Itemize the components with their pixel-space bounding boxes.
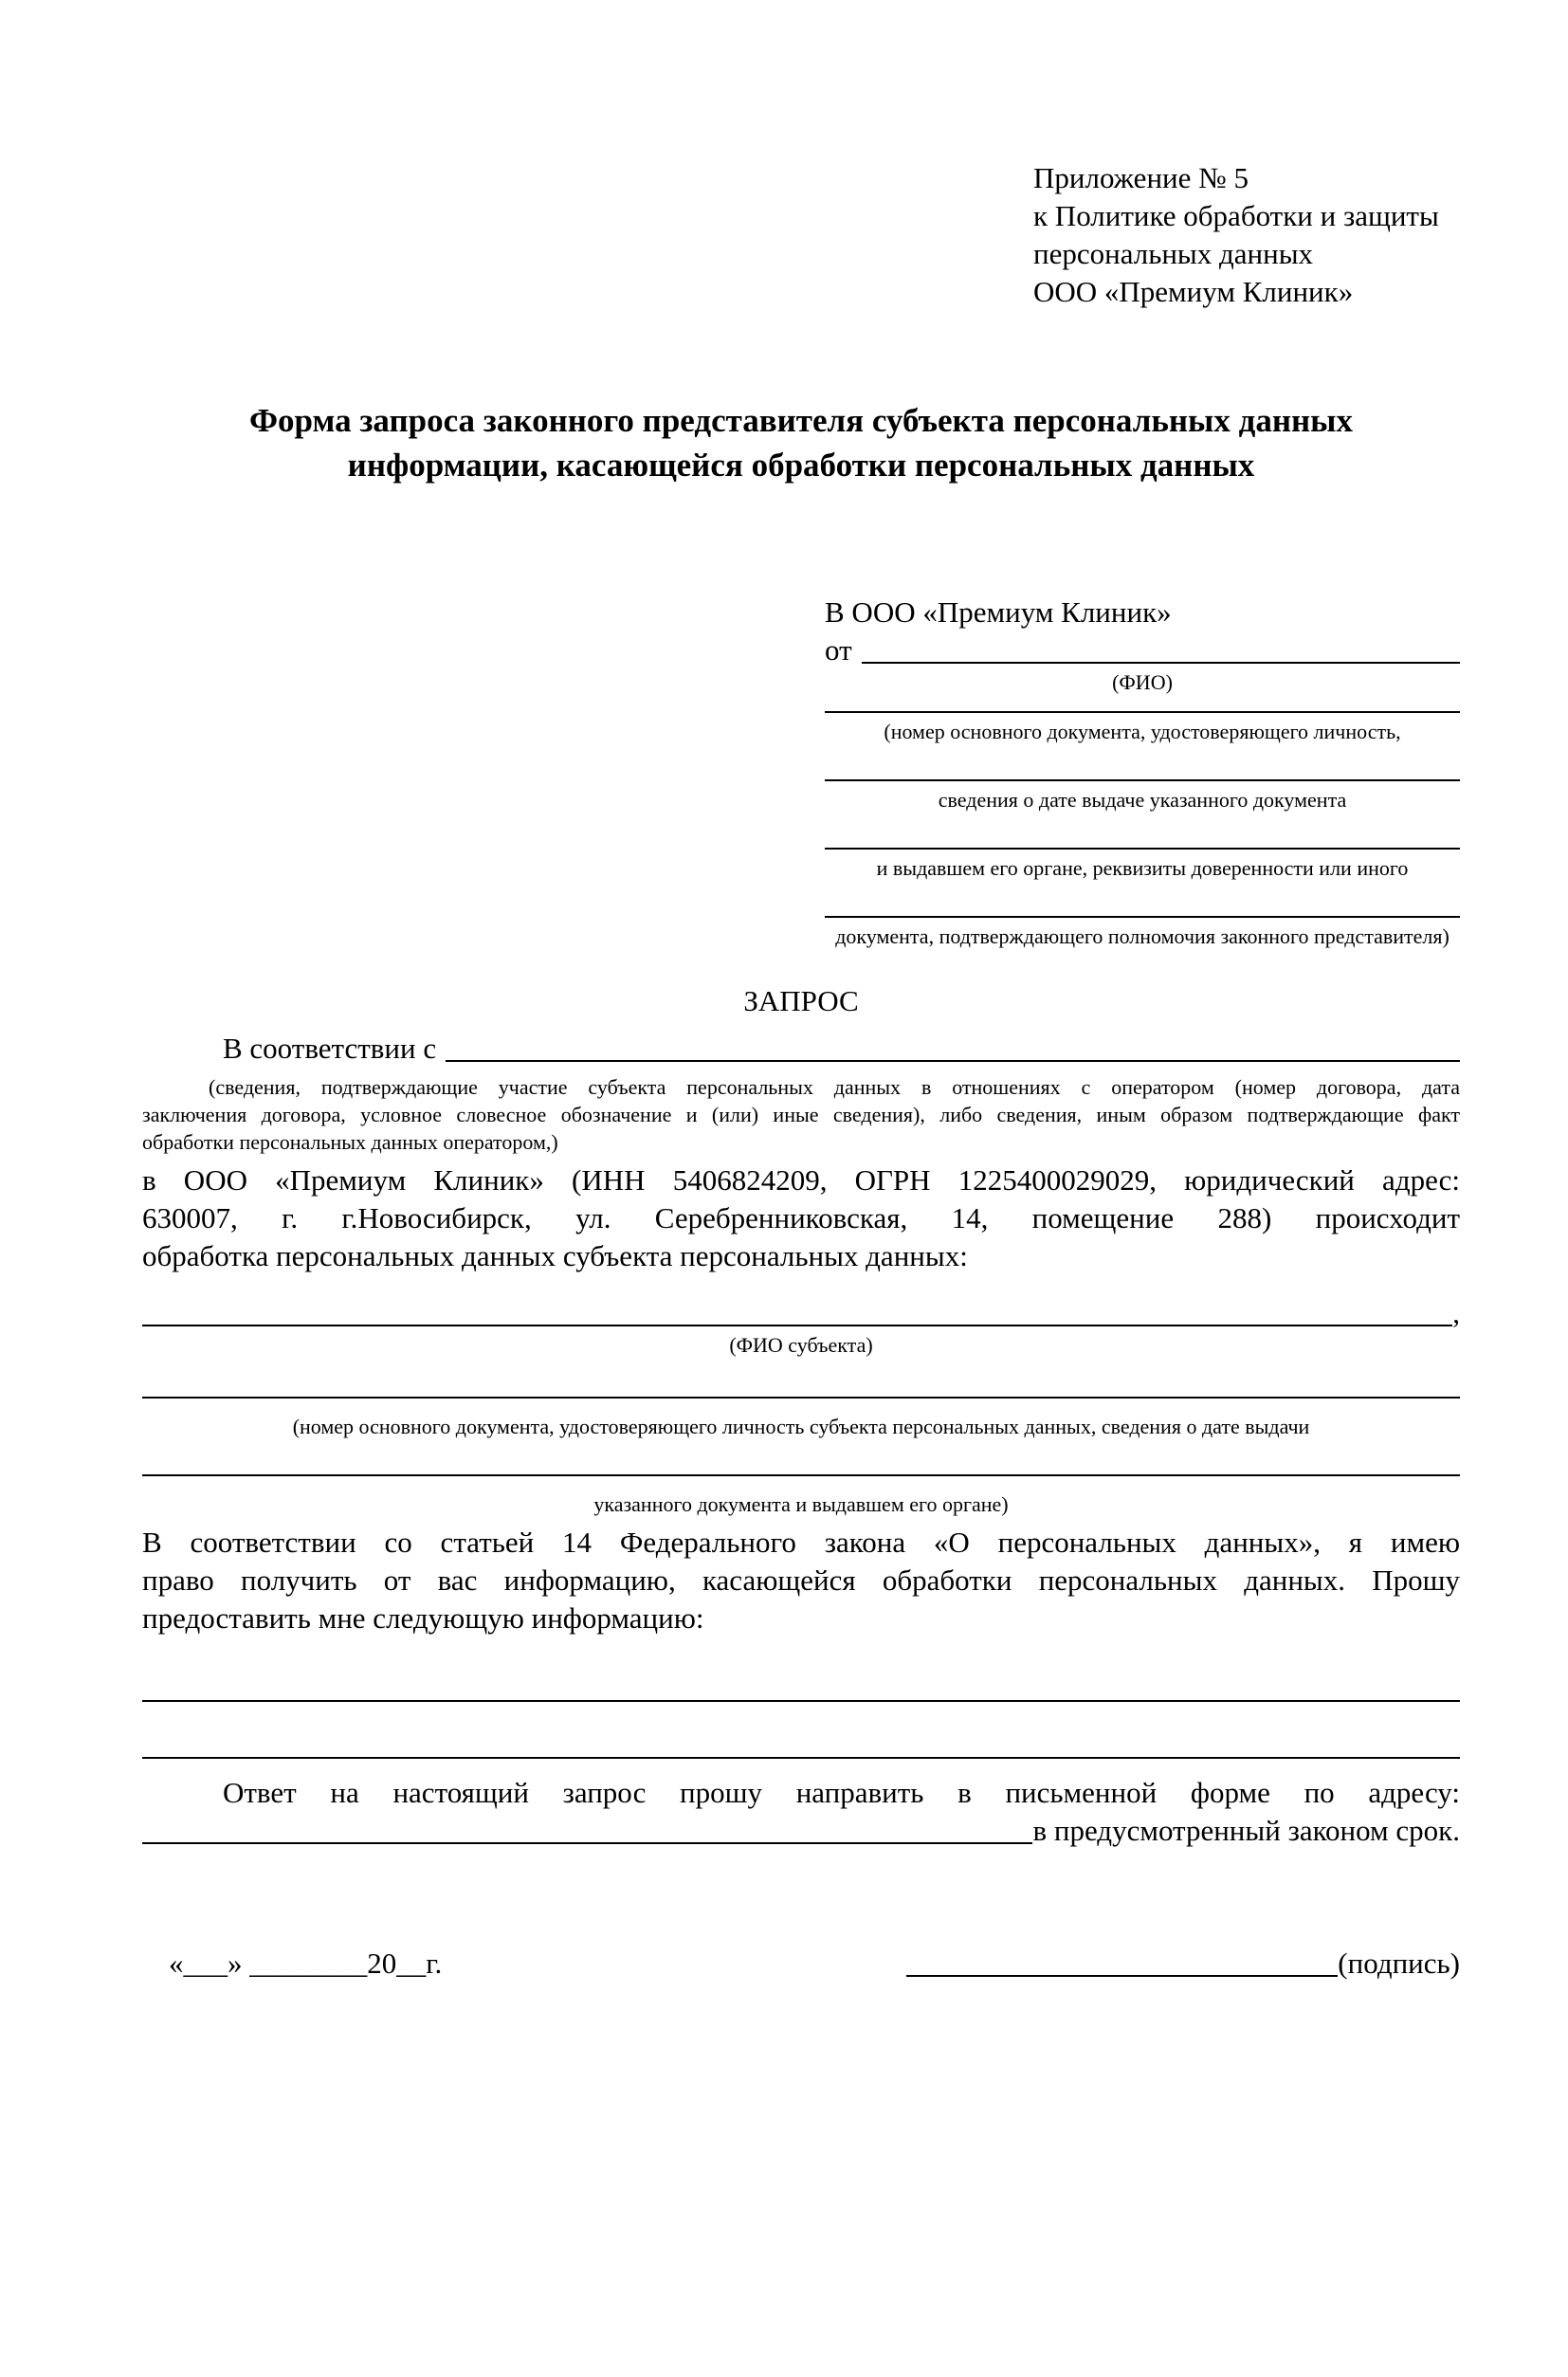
basis-caption-line-1: (сведения, подтверждающие участие субъекта персональных данных в отношениях с оператором (номер договора, дата [209,1075,1460,1099]
representative-doc-group-3 [825,848,1460,882]
footer-row [142,1945,1460,1983]
subject-fio-row [142,1294,1460,1332]
appendix-line-3: персональных данных [1033,237,1314,270]
appendix-line-2: к Политике обработки и защиты [1033,199,1439,232]
basis-blank-line [446,1030,1460,1062]
subject-doc-caption-top: (номер основного документа, удостоверяющего личность субъекта персональных данных, сведения о дате выдачи [292,1415,1310,1438]
operator-line-1: в ООО «Премиум Клиник» (ИНН 5406824209, ОГРН 1225400029029, юридический адрес: [142,1163,1460,1197]
information-blank-line-2 [142,1757,1460,1759]
signature-caption: (подпись) [1338,1947,1460,1980]
subject-fio-caption: (ФИО субъекта) [729,1333,873,1357]
blank-line [825,916,1460,918]
subject-fio-blank-line [142,1294,1452,1326]
reply-paragraph-tail: в предусмотренный законом срок. [1032,1814,1460,1847]
form-title-line-1: Форма запроса законного представителя субъекта персональных данных [249,402,1353,439]
blank-line [825,711,1460,713]
subject-fio-comma: , [1452,1296,1460,1329]
operator-paragraph [142,1161,1460,1275]
blank-line [825,848,1460,850]
law-line-3: предоставить мне следующую информацию: [142,1601,704,1635]
appendix-line-1: Приложение № 5 [1033,161,1249,194]
opening-label: В соответствии с [223,1032,437,1065]
document-page [0,159,1568,1983]
addressee-org: В ООО «Премиум Клиник» [825,595,1172,629]
operator-line-2: 630007, г. г.Новосибирск, ул. Серебренниковская, 14, помещение 288) происходит [142,1201,1460,1234]
fio-caption: (ФИО) [1112,670,1173,694]
request-heading: ЗАПРОС [743,984,859,1017]
operator-line-3: обработка персональных данных субъекта персональных данных: [142,1239,968,1272]
signature-block [906,1945,1460,1983]
from-row [825,631,1460,669]
information-blank-line-1 [142,1700,1460,1702]
blank-caption-4: документа, подтверждающего полномочия законного представителя) [835,924,1449,948]
subject-doc-caption-bottom: указанного документа и выдавшем его органе) [593,1492,1009,1516]
blank-caption-2: сведения о дате выдаче указанного документа [938,788,1347,812]
subject-doc-blank-line-2 [142,1474,1460,1476]
form-title [142,398,1460,487]
reply-address-blank-line [142,1812,1032,1844]
law-line-2: право получить от вас информацию, касающейся обработки персональных данных. Прошу [142,1563,1460,1597]
blank-caption-3: и выдавшем его органе, реквизиты доверенности или иного [876,856,1409,880]
law-line-1: В соответствии со статьей 14 Федерального закона «О персональных данных», я имею [142,1526,1460,1559]
reply-address-row [142,1812,1460,1850]
representative-doc-group-4 [825,916,1460,950]
subject-doc-blank-line-1 [142,1397,1460,1399]
law-paragraph [142,1524,1460,1637]
from-label: от [825,633,852,667]
appendix-block [1033,159,1460,311]
appendix-line-4: ООО «Премиум Клиник» [1033,275,1354,308]
signature-blank-line [906,1975,1338,1977]
representative-doc-group-2 [825,779,1460,814]
date-blank: «___» ________20__г. [169,1947,443,1980]
addressee-block [825,594,1460,950]
basis-caption-paragraph [142,1073,1460,1156]
basis-caption-line-3: обработки персональных данных оператором,) [142,1130,558,1154]
basis-caption-line-2: заключения договора, условное словесное обозначение и (или) иные сведения), либо сведения, иным образом подтверждающие факт [142,1103,1460,1126]
representative-doc-group-1 [825,711,1460,745]
form-title-line-2: информации, касающейся обработки персональных данных [347,447,1255,484]
blank-line [825,779,1460,781]
opening-row [142,1030,1460,1068]
from-blank-line [862,631,1460,664]
reply-paragraph-line-1: Ответ на настоящий запрос прошу направить в письменной форме по адресу: [223,1776,1460,1809]
blank-caption-1: (номер основного документа, удостоверяющего личность, [884,720,1401,743]
